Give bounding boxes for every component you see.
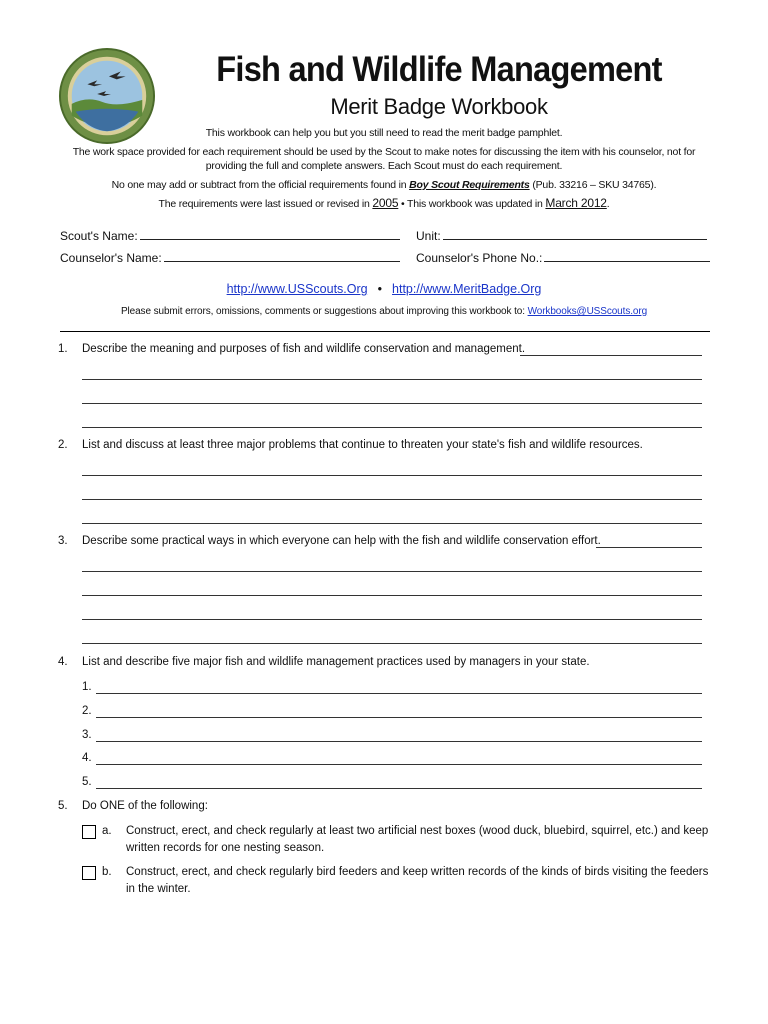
link-separator: • <box>377 282 383 296</box>
updated-date: March 2012 <box>545 196 607 210</box>
practice-item-number: 1. <box>82 681 92 693</box>
scout-name-field[interactable] <box>60 228 400 243</box>
unit-line[interactable] <box>443 228 707 240</box>
answer-line[interactable] <box>96 693 702 694</box>
unit-label: Unit: <box>416 229 441 243</box>
answer-line[interactable] <box>82 403 702 404</box>
scout-name-line[interactable] <box>140 228 400 240</box>
option-a-text-line-1: Construct, erect, and check regularly at least two artificial nest boxes (wood duck, bluebird, squirrel, etc.) and keep <box>126 825 709 837</box>
answer-line[interactable] <box>82 499 702 500</box>
practice-item-number: 4. <box>82 752 92 764</box>
answer-line[interactable] <box>82 523 702 524</box>
website-links <box>0 282 768 296</box>
counselor-name-line[interactable] <box>164 250 400 262</box>
requirement-number: 1. <box>58 343 68 355</box>
answer-line[interactable] <box>82 619 702 620</box>
intro-line-4 <box>40 178 728 192</box>
option-b-text-line-2: in the winter. <box>126 883 191 895</box>
unit-field[interactable] <box>416 228 710 243</box>
answer-line[interactable] <box>96 741 702 742</box>
meritbadge-link[interactable]: http://www.MeritBadge.Org <box>392 282 542 296</box>
answer-line[interactable] <box>596 547 702 548</box>
submit-text: Please submit errors, omissions, comments or suggestions about improving this workbook to: <box>120 306 528 317</box>
intro-line-5 <box>40 196 728 211</box>
option-a-text-line-2: written records for one nesting season. <box>126 842 325 854</box>
requirement-number: 5. <box>58 800 68 812</box>
answer-line[interactable] <box>82 643 702 644</box>
intro-line-1: This workbook can help you but you still need to read the merit badge pamphlet. <box>205 127 563 139</box>
requirement-text: List and discuss at least three major problems that continue to threaten your state's fish and wildlife resources. <box>82 439 643 451</box>
requirement-text: Do ONE of the following: <box>82 800 208 812</box>
counselor-phone-label: Counselor's Phone No.: <box>416 251 543 265</box>
answer-line[interactable] <box>520 355 702 356</box>
submit-feedback-line <box>0 306 768 317</box>
answer-line[interactable] <box>82 427 702 428</box>
intro-line-5-text: The requirements were last issued or revised in <box>158 198 373 210</box>
intro-line-5-end: . <box>606 198 610 210</box>
answer-line[interactable] <box>82 571 702 572</box>
requirement-text: Describe the meaning and purposes of fish and wildlife conservation and management. <box>82 343 526 355</box>
requirement-text: List and describe five major fish and wildlife management practices used by managers in your state. <box>82 656 590 668</box>
counselor-phone-line[interactable] <box>544 250 710 262</box>
requirement-text: Describe some practical ways in which everyone can help with the fish and wildlife conservation effort. <box>82 535 601 547</box>
requirement-number: 3. <box>58 535 68 547</box>
intro-line-4-pub-info: (Pub. 33216 – SKU 34765). <box>529 179 657 191</box>
option-a-letter: a. <box>102 825 112 837</box>
requirement-number: 4. <box>58 656 68 668</box>
practice-item-number: 2. <box>82 705 92 717</box>
option-b-checkbox[interactable] <box>82 866 96 880</box>
page-title: Fish and Wildlife Management <box>216 50 662 89</box>
workbooks-email-link[interactable]: Workbooks@USScouts.org <box>527 306 648 317</box>
publication-title: Boy Scout Requirements <box>409 179 530 191</box>
answer-line[interactable] <box>96 717 702 718</box>
answer-line[interactable] <box>96 764 702 765</box>
intro-line-5-updated-text: • This workbook was updated in <box>398 198 546 210</box>
answer-line[interactable] <box>82 379 702 380</box>
answer-line[interactable] <box>82 595 702 596</box>
counselor-phone-field[interactable] <box>416 250 710 265</box>
requirement-number: 2. <box>58 439 68 451</box>
practice-item-number: 5. <box>82 776 92 788</box>
practice-item-number: 3. <box>82 729 92 741</box>
answer-line[interactable] <box>82 475 702 476</box>
revised-year: 2005 <box>372 196 399 210</box>
scout-name-label: Scout's Name: <box>60 229 138 243</box>
intro-line-3: providing the full and complete answers. Each Scout must do each requirement. <box>205 160 563 172</box>
page-subtitle: Merit Badge Workbook <box>330 94 548 119</box>
option-b-text-line-1: Construct, erect, and check regularly bird feeders and keep written records of the kinds of birds visiting the feeders <box>126 866 709 878</box>
option-b-letter: b. <box>102 866 112 878</box>
counselor-name-label: Counselor's Name: <box>60 251 162 265</box>
usscouts-link[interactable]: http://www.USScouts.Org <box>226 282 368 296</box>
answer-line[interactable] <box>96 788 702 789</box>
option-a-checkbox[interactable] <box>82 825 96 839</box>
header-divider <box>60 331 710 332</box>
counselor-name-field[interactable] <box>60 250 400 265</box>
intro-line-4-text: No one may add or subtract from the official requirements found in <box>111 179 410 191</box>
intro-line-2: The work space provided for each requirement should be used by the Scout to make notes for discussing the item with his counselor, not for <box>72 146 696 158</box>
